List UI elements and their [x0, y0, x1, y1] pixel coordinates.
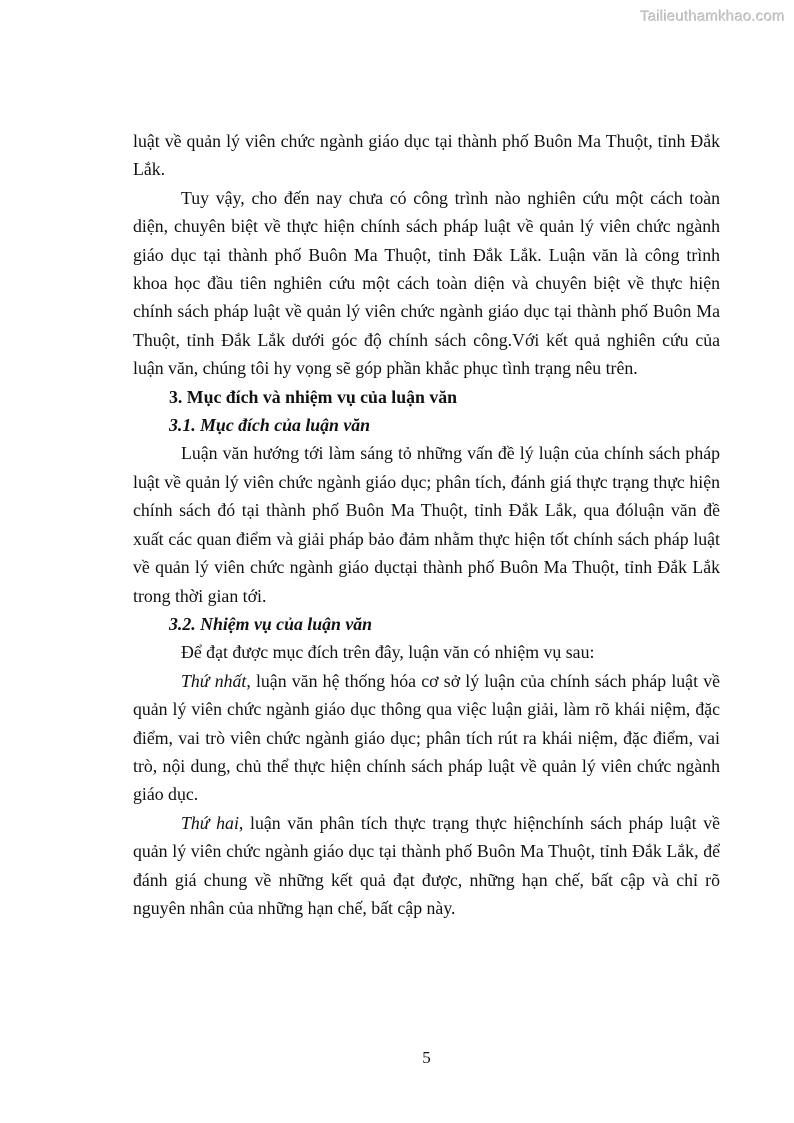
paragraph-thu-hai — [133, 809, 720, 923]
lead-phrase-thu-hai: Thứ hai — [181, 812, 239, 833]
watermark-text: Tailieuthamkhao.com — [640, 8, 785, 25]
section-heading-3: 3. Mục đích và nhiệm vụ của luận văn — [169, 386, 458, 407]
paragraph-muc-dich: Luận văn hướng tới làm sáng tỏ những vấn đề lý luận của chính sách pháp luật về quản lý viên chức ngành giáo dục; phân tích, đánh giá thực trạng thực hiện chính sách đó tại thành phố Buôn Ma Thuột, tỉnh Đắk Lắk, qua đóluận văn đề xuất các quan điểm và giải pháp bảo đảm nhằm thực hiện tốt chính sách pháp luật về quản lý viên chức ngành giáo dụctại thành phố Buôn Ma Thuột, tỉnh Đắk Lắk trong thời gian tới. — [133, 443, 720, 606]
lead-phrase-thu-nhat: Thứ nhất — [181, 670, 247, 691]
paragraph-continuation: luật về quản lý viên chức ngành giáo dục tại thành phố Buôn Ma Thuột, tỉnh Đắk Lắk. — [133, 131, 720, 180]
subsection-heading-3-2: 3.2. Nhiệm vụ của luận văn — [169, 613, 373, 634]
page-number: 5 — [422, 1048, 431, 1067]
subsection-heading-3-1: 3.1. Mục đích của luận văn — [169, 415, 371, 436]
paragraph-thu-nhat — [133, 667, 720, 809]
paragraph-nhiem-vu-intro: Để đạt được mục đích trên đây, luận văn có nhiệm vụ sau: — [181, 642, 595, 663]
paragraph-thu-nhat-body: , luận văn hệ thống hóa cơ sở lý luận của chính sách pháp luật về quản lý viên chức ngành giáo dục thông qua việc luận giải, làm rõ khái niệm, đặc điểm, vai trò viên chức ngành giáo dục; phân tích rút ra khái niệm, đặc điểm, vai trò, nội dung, chủ thể thực hiện chính sách pháp luật về quản lý viên chức ngành giáo dục. — [133, 670, 720, 805]
paragraph-thu-hai-body: , luận văn phân tích thực trạng thực hiệnchính sách pháp luật về quản lý viên chức ngành giáo dục tại thành phố Buôn Ma Thuột, tỉnh Đắk Lắk, để đánh giá chung về những kết quả đạt được, những hạn chế, bất cập và chỉ rõ nguyên nhân của những hạn chế, bất cập này. — [133, 812, 720, 918]
page-footer — [133, 1048, 720, 1068]
paragraph-tuy-vay: Tuy vậy, cho đến nay chưa có công trình nào nghiên cứu một cách toàn diện, chuyên biệt về thực hiện chính sách pháp luật về quản lý viên chức ngành giáo dục tại thành phố Buôn Ma Thuột, tỉnh Đắk Lắk. Luận văn là công trình khoa học đầu tiên nghiên cứu một cách toàn diện và chuyên biệt về thực hiện chính sách pháp luật về quản lý viên chức ngành giáo dục tại thành phố Buôn Ma Thuột, tỉnh Đắk Lắk dưới góc độ chính sách công.Với kết quả nghiên cứu của luận văn, chúng tôi hy vọng sẽ góp phần khắc phục tình trạng nêu trên. — [133, 187, 720, 379]
page-content — [133, 127, 720, 922]
